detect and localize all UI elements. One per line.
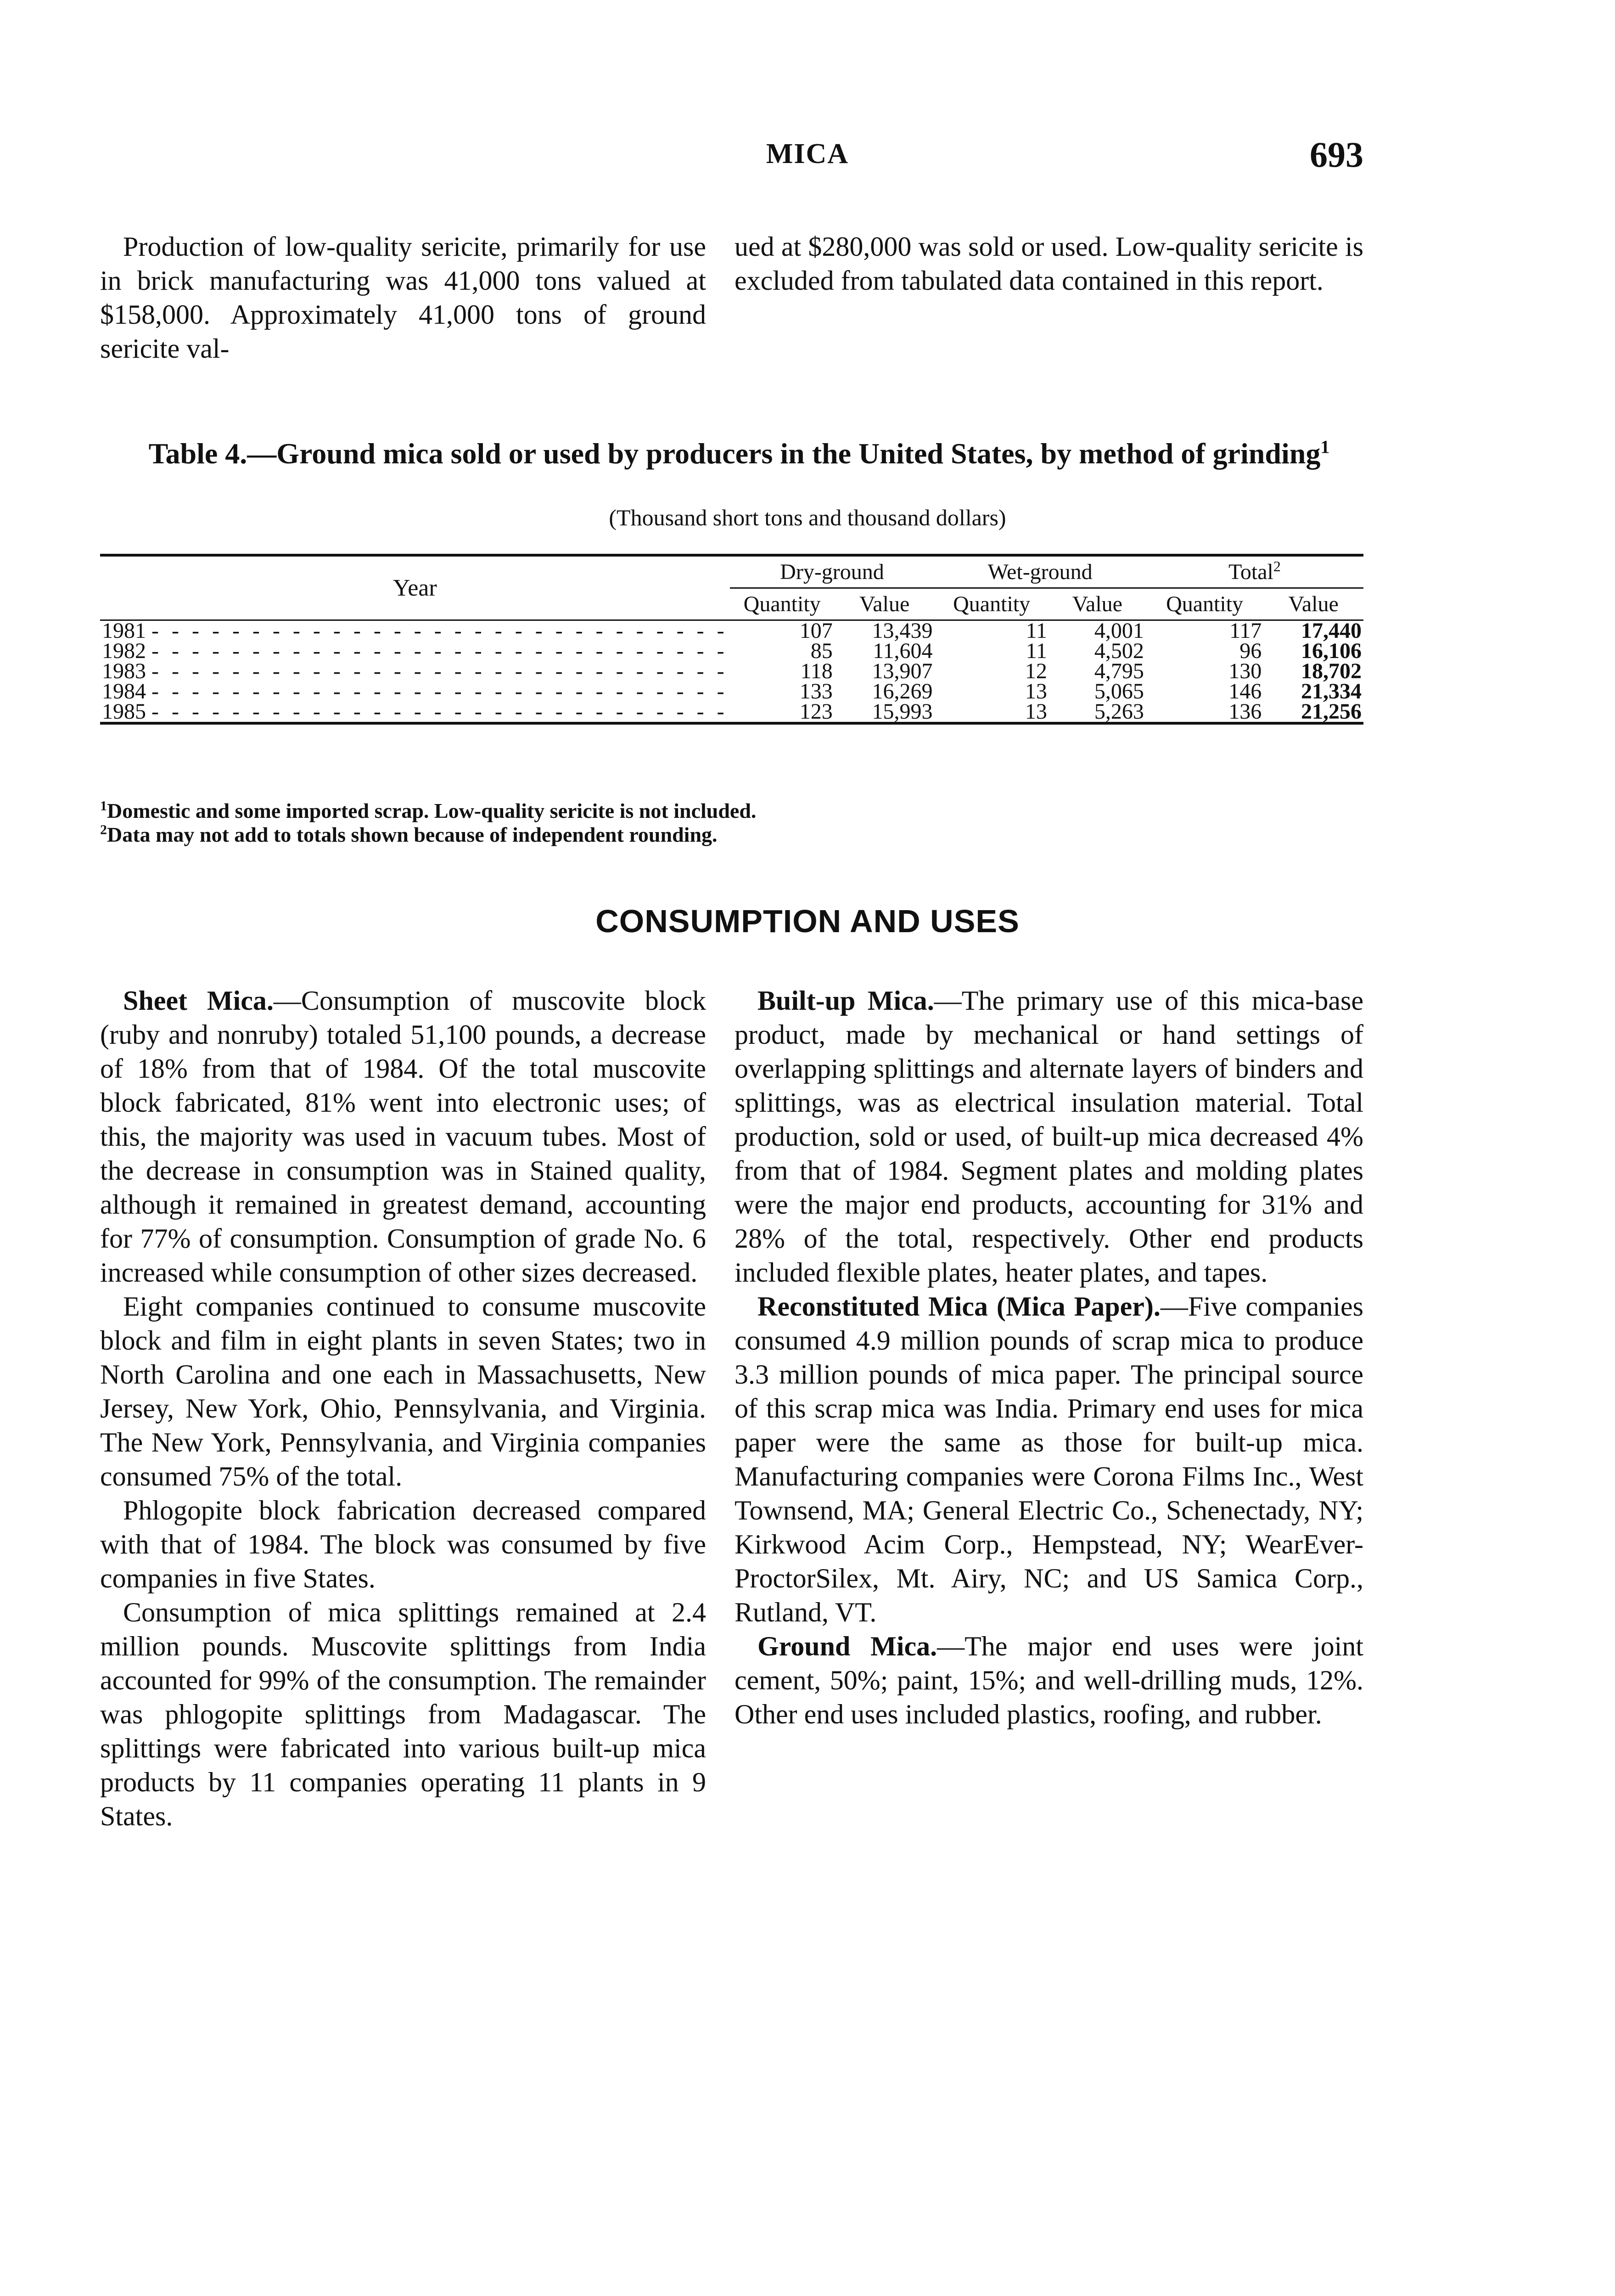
cell-total-quantity: 136 [1228,699,1262,724]
row-year: 1981 - - - - - - - - - - - - - - - - - - - - - - - - - - - - - [100,620,730,642]
row-year-label: 1981 [102,620,146,641]
paragraph-text: —The primary use of this mica-base product, made by mechanical or hand settings of overlapping splittings and alternate layers of binders and splittings, was as electrical insulation material. Total production, sold or used, of built-up mica decreased 4% from that of 1984. Segment plates and molding plates were the major end products, accounting for 31% and 28% of the total, respectively. Other end products included flexible plates, heater plates, and tapes. [735,985,1364,1288]
right-column [735,984,1363,1731]
running-head-title: MICA [766,138,849,169]
paragraph-sheet-mica [100,984,706,1289]
header-total [1146,555,1363,588]
cell-wet-quantity: 11 [1026,639,1047,663]
footnote-2-text: Data may not add to totals shown because of independent rounding. [107,823,718,846]
header-total-value: Value [1288,592,1339,616]
paragraph-ground-mica [735,1629,1363,1731]
cell-total-quantity: 146 [1228,679,1262,703]
paragraph-text: —Consumption of muscovite block (ruby and nonruby) totaled 51,100 pounds, a decrease of 18% from that of 1984. Of the total muscovite block fabricated, 81% went into electronic uses; of this, the majority was used in vacuum tubes. Most of the decrease in consumption was in Stained quality, although it remained in greatest demand, accounting for 77% of consumption. Consumption of grade No. 6 increased while consumption of other sizes decreased. [100,985,707,1288]
page-number: 693 [1310,135,1363,174]
section-heading: CONSUMPTION AND USES [595,903,1020,939]
row-year-label: 1982 [102,641,146,661]
cell-dry-value: 13,907 [872,659,933,683]
cell-total-value: 16,106 [1301,639,1362,663]
cell-total-value: 18,702 [1301,659,1362,683]
table-row [100,702,1363,723]
paragraph-reconstituted-mica [735,1289,1363,1629]
runin-heading: Built-up Mica. [757,985,934,1016]
header-total-footnote-mark: 2 [1273,558,1281,574]
cell-wet-quantity: 12 [1025,659,1047,683]
row-year-label: 1984 [102,681,146,702]
cell-wet-quantity: 13 [1025,679,1047,703]
header-wet-value: Value [1072,592,1122,616]
table-title-text: Table 4.—Ground mica sold or used by producers in the United States, by method of grinding [148,437,1321,470]
footnote-2 [100,823,1363,847]
cell-wet-value: 5,263 [1094,699,1144,724]
cell-dry-quantity: 107 [799,619,833,643]
cell-total-value: 17,440 [1301,619,1362,643]
cell-total-value: 21,334 [1301,679,1362,703]
row-year: 1985 - - - - - - - - - - - - - - - - - - - - - - - - - - - - - [100,702,730,723]
cell-wet-value: 5,065 [1094,679,1144,703]
row-year: 1984 - - - - - - - - - - - - - - - - - - - - - - - - - - - - - [100,681,730,702]
header-wet-ground: Wet-ground [934,555,1145,588]
footnote-1-text: Domestic and some imported scrap. Low-quality sericite is not included. [107,799,757,822]
intro-left-column [100,230,706,366]
row-year: 1982 - - - - - - - - - - - - - - - - - - - - - - - - - - - - - [100,641,730,661]
intro-paragraph-left: Production of low-quality sericite, primarily for use in brick manufacturing was 41,000 tons valued at $158,000. Approximately 41,000 tons of ground sericite val- [100,231,706,364]
row-year-label: 1985 [102,702,146,723]
header-dry-quantity: Quantity [743,592,821,616]
header-total-quantity: Quantity [1166,592,1244,616]
ground-mica-table [100,554,1363,725]
paragraph-phlogopite: Phlogopite block fabrication decreased compared with that of 1984. The block was consumed by five companies in five States. [100,1495,706,1593]
intro-paragraph-right: ued at $280,000 was sold or used. Low-quality sericite is excluded from tabulated data contained in this report. [735,231,1363,296]
cell-total-value: 21,256 [1301,699,1362,724]
cell-dry-value: 15,993 [872,699,933,724]
table-row [100,641,1363,661]
cell-dry-quantity: 85 [810,639,833,663]
intro-right-column [735,230,1363,298]
running-head [0,135,1615,184]
runin-heading: Ground Mica. [757,1631,937,1661]
footnote-2-mark: 2 [100,822,107,838]
header-total-label: Total [1228,560,1273,584]
table-row [100,620,1363,642]
footnote-1-mark: 1 [100,798,107,814]
cell-dry-quantity: 123 [799,699,833,724]
table-title-footnote-mark: 1 [1320,436,1330,457]
table-footnotes [100,799,1363,847]
row-year: 1983 - - - - - - - - - - - - - - - - - - - - - - - - - - - - - [100,661,730,681]
header-dry-value: Value [859,592,910,616]
header-wet-quantity: Quantity [953,592,1031,616]
cell-total-quantity: 96 [1239,639,1262,663]
table-row [100,681,1363,702]
paragraph-companies: Eight companies continued to consume muscovite block and film in eight plants in seven States; two in North Carolina and one each in Massachusetts, New Jersey, New York, Ohio, Pennsylvania, and Virginia. The New York, Pennsylvania, and Virginia companies consumed 75% of the total. [100,1291,706,1491]
paragraph-built-up-mica [735,984,1363,1289]
cell-total-quantity: 117 [1229,619,1262,643]
table-title [119,437,1359,470]
paragraph-text: —Five companies consumed 4.9 million pounds of scrap mica to produce 3.3 million pounds of mica paper. The principal source of this scrap mica was India. Primary end uses for mica paper were the same as those for built-up mica. Manufacturing companies were Corona Films Inc., West Townsend, MA; General Electric Co., Schenectady, NY; Kirkwood Acim Corp., Hempstead, NY; WearEver-ProctorSilex, Mt. Airy, NC; and US Samica Corp., Rutland, VT. [735,1291,1363,1627]
cell-total-quantity: 130 [1228,659,1262,683]
cell-wet-value: 4,001 [1094,619,1144,643]
cell-dry-value: 11,604 [873,639,933,663]
header-year: Year [393,575,437,601]
cell-wet-value: 4,795 [1094,659,1144,683]
footnote-1 [100,799,1363,823]
cell-dry-quantity: 133 [799,679,833,703]
cell-wet-quantity: 13 [1025,699,1047,724]
paragraph-splittings: Consumption of mica splittings remained at 2.4 million pounds. Muscovite splittings from India accounted for 99% of the consumption. The remainder was phlogopite splittings from Madagascar. The splittings were fabricated into various built-up mica products by 11 companies operating 11 plants in 9 States. [100,1597,706,1831]
table-subtitle: (Thousand short tons and thousand dollars) [609,505,1006,530]
cell-wet-value: 4,502 [1094,639,1144,663]
runin-heading: Sheet Mica. [123,985,274,1016]
table-row [100,661,1363,681]
row-year-label: 1983 [102,661,146,681]
cell-wet-quantity: 11 [1026,619,1047,643]
cell-dry-value: 16,269 [872,679,933,703]
cell-dry-value: 13,439 [872,619,933,643]
left-column [100,984,706,1833]
header-dry-ground: Dry-ground [730,555,935,588]
runin-heading: Reconstituted Mica (Mica Paper). [757,1291,1161,1322]
paragraph-text: —The major end uses were joint cement, 50%; paint, 15%; and well-drilling muds, 12%. Other end uses included plastics, roofing, and rubber. [735,1631,1363,1729]
cell-dry-quantity: 118 [800,659,833,683]
